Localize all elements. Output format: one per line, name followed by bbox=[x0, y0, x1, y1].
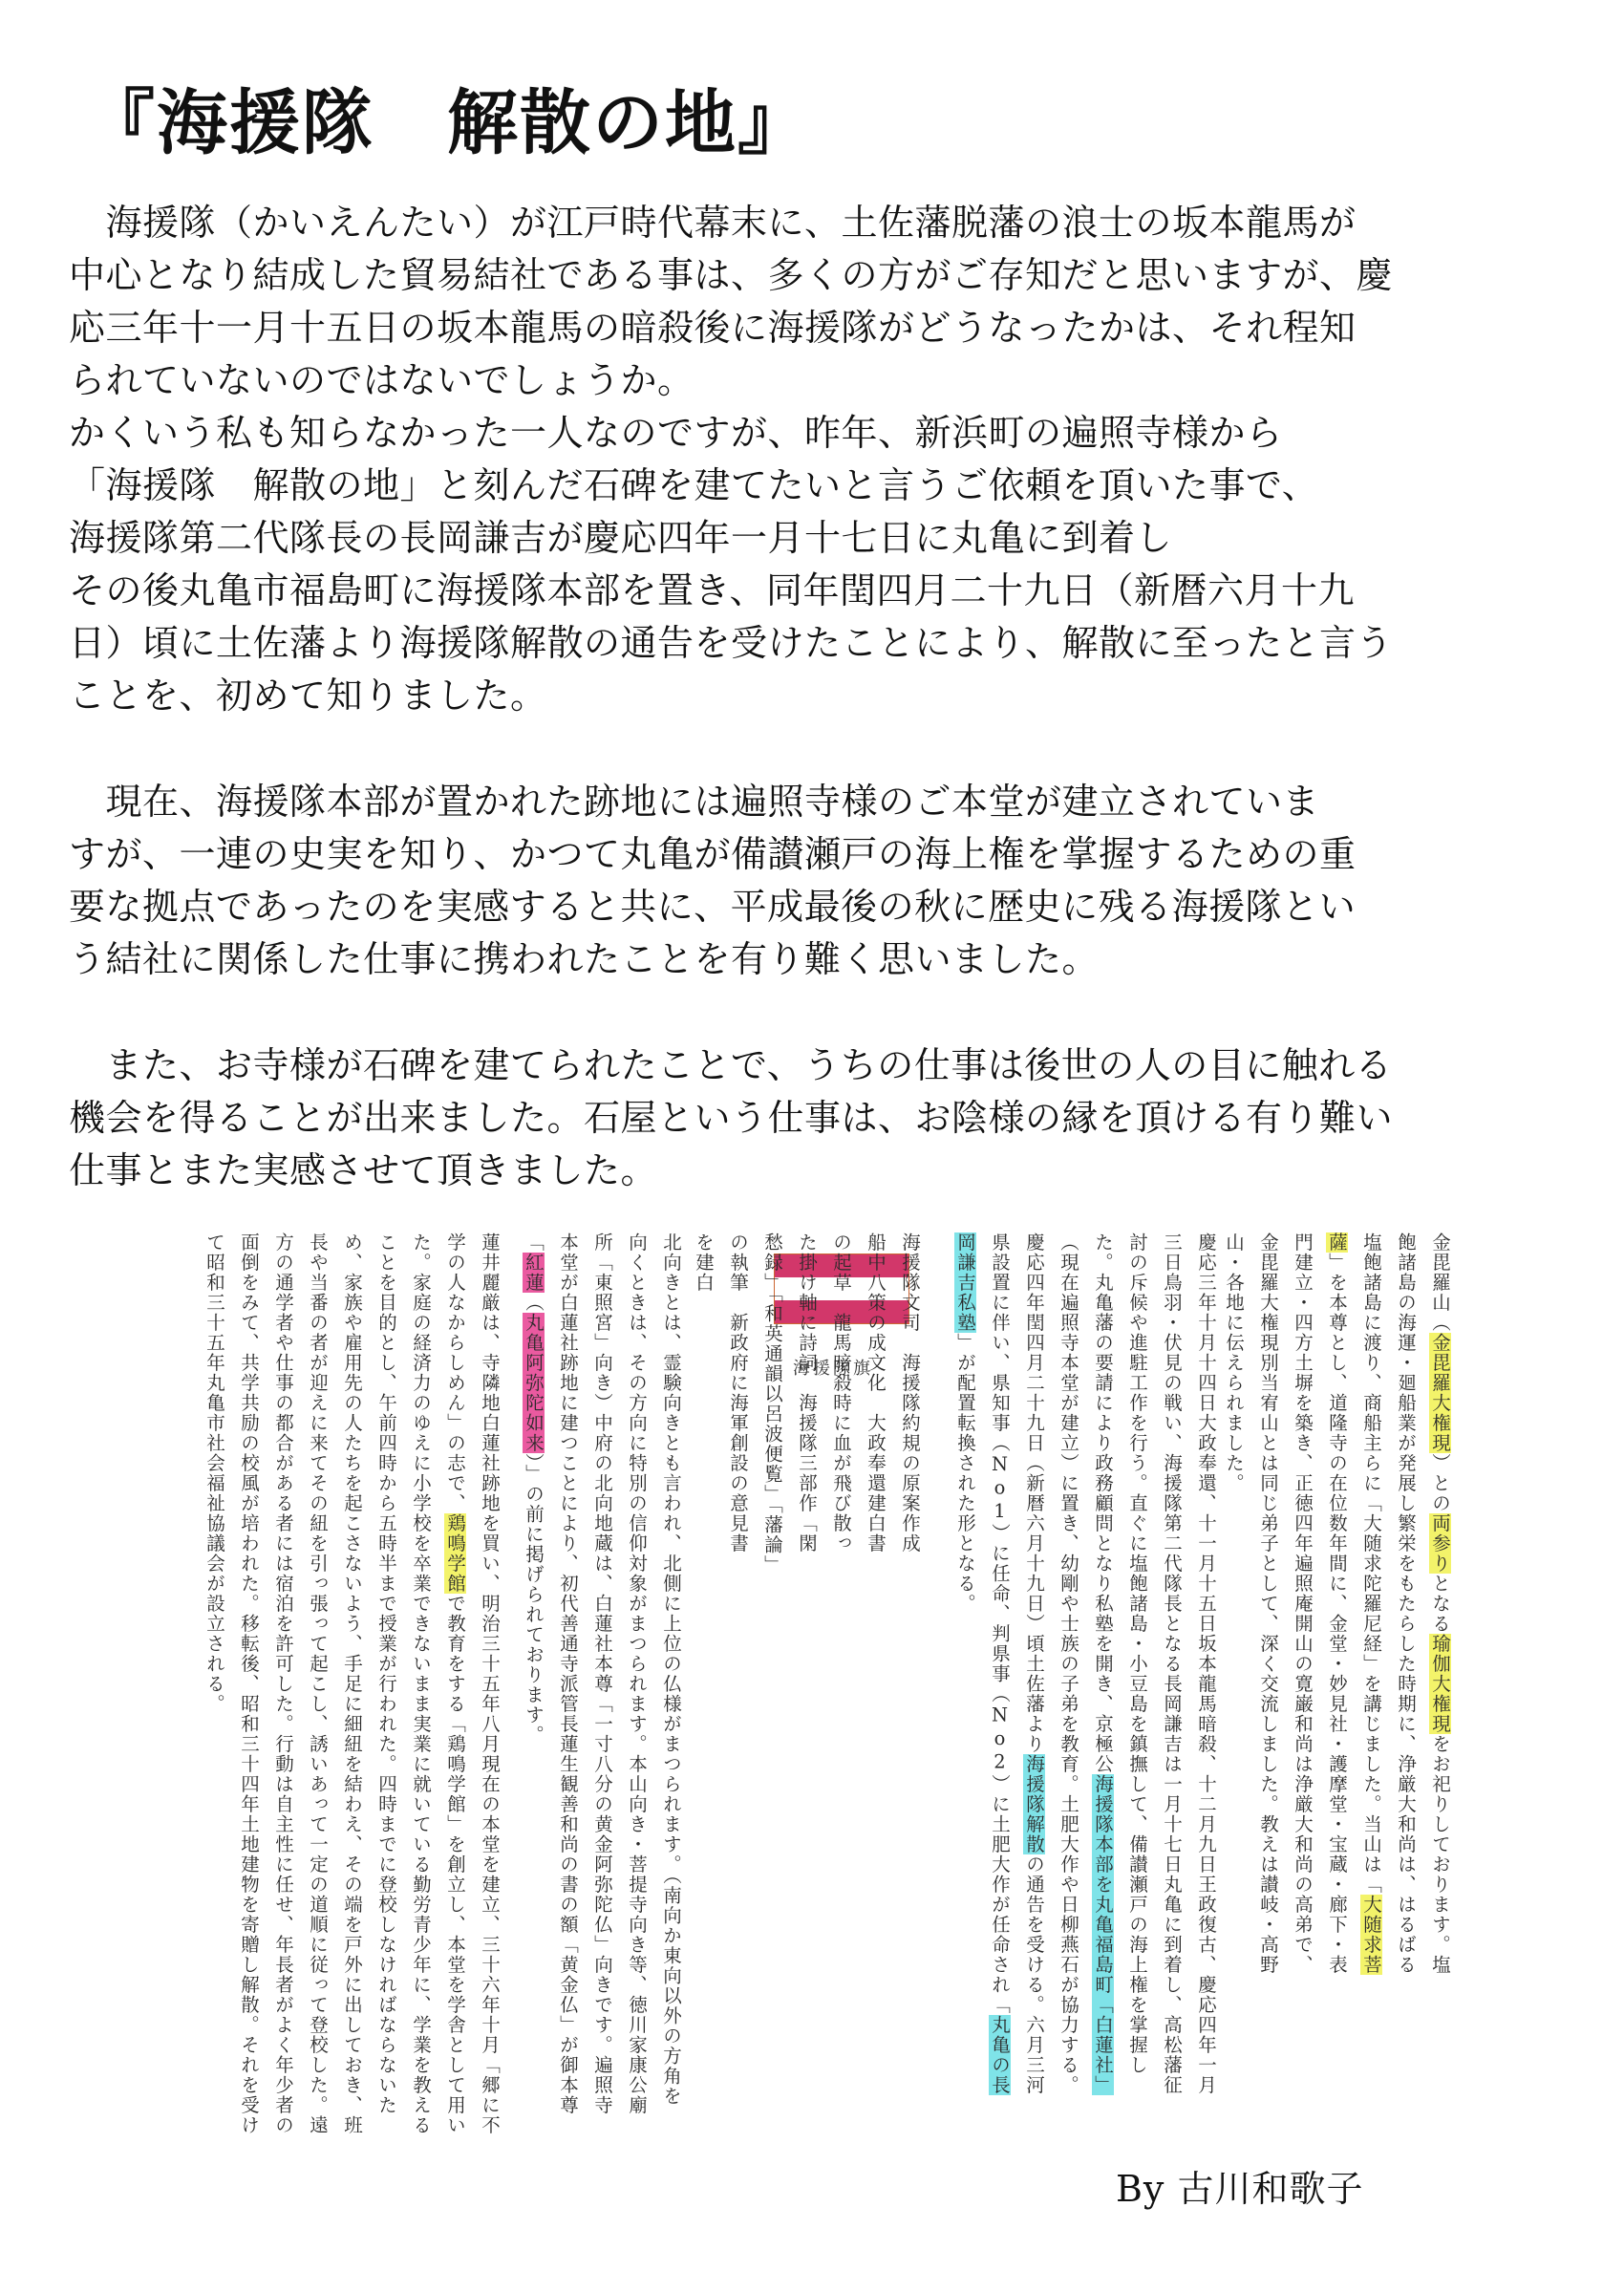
highlight-yellow: 大随求菩薩 bbox=[1326, 1232, 1382, 1975]
highlight-pink: 紅蓮 bbox=[523, 1253, 545, 1293]
text-line: 日）頃に土佐藩より海援隊解散の通告を受けたことにより、解散に至ったと言う bbox=[69, 622, 1394, 664]
highlight-yellow: 鶏鳴学館 bbox=[444, 1513, 466, 1594]
book-page-scan bbox=[162, 1213, 1471, 2197]
text-line: その後丸亀市福島町に海援隊本部を置き、同年閏四月二十九日（新暦六月十九 bbox=[69, 569, 1355, 611]
scan-text: ）」の前に掲げられております。 bbox=[523, 1453, 545, 1746]
scan-text: 蓮井麗厳は、寺隣地白蓮社跡地を買い、明治三十五年八月現在の本堂を建立、三十六年十月「郷に不学の人なからしめん」の志で、 bbox=[444, 1232, 501, 2135]
text-line: 海援隊第二代隊長の長岡謙吉が慶応四年一月十七日に丸亀に到着し bbox=[69, 517, 1173, 559]
north-facing-section bbox=[525, 1232, 688, 2121]
highlight-cyan: 海援隊解散 bbox=[1023, 1754, 1045, 1854]
text-line: 海援隊（かいえんたい）が江戸時代幕末に、土佐藩脱藩の浪士の坂本龍馬が bbox=[69, 202, 1357, 244]
text-line: 要な拠点であったのを実感すると共に、平成最後の秋に歴史に残る海援隊とい bbox=[69, 886, 1357, 928]
nagaoka-works-section: 海援隊文司 海援隊約規の原案作成 船中八策の成文化 大政奉還建白書の起草 龍馬暗殺時に血が飛び散った掛け軸に詩詞 海援隊三部作「閑愁録」「和英通韻以呂波便覧」「藩論」の執筆 新政府に海軍創設の意見書を建白 bbox=[693, 1232, 921, 1574]
scan-text: の通告を受ける。六月三河県設置に伴い、県知事（No1）に任命、判県事（No2）に土肥大作が任命され「 bbox=[989, 1232, 1045, 2095]
scan-text: （ bbox=[523, 1293, 545, 1313]
text-line: 機会を得ることが出来ました。石屋という仕事は、お陰様の縁を頂ける有り難い bbox=[69, 1097, 1394, 1139]
text-line: 応三年十一月十五日の坂本龍馬の暗殺後に海援隊がどうなったかは、それ程知 bbox=[69, 307, 1357, 349]
text-line: 現在、海援隊本部が置かれた跡地には遍照寺様のご本堂が建立されていま bbox=[69, 781, 1320, 823]
text-line: う結社に関係した仕事に携われたことを有り難く思いました。 bbox=[69, 938, 1100, 980]
highlight-yellow: 瑜伽大権現 bbox=[1429, 1634, 1451, 1734]
text-line: かくいう私も知らなかった一人なのですが、昨年、新浜町の遍照寺様から bbox=[69, 412, 1283, 454]
paragraph-1 bbox=[69, 197, 1578, 722]
scan-text: 慶応三年十月十四日大政奉還、十一月十五日坂本龍馬暗殺、十二月九日王政復古、慶応四年一月三日鳥羽・伏見の戦い、海援隊第二代隊長となる長岡謙吉は一月十七日丸亀に到着し、高松藩征討の斥候や進駐工作を行う。直ぐに塩飽諸島・小豆島を鎮撫して、備讃瀬戸の海上権を掌握した。丸亀藩の要請により政務顧問となり私塾を開き、京極公 bbox=[1092, 1232, 1217, 2095]
keimei-gakkan-section bbox=[162, 1232, 506, 2150]
scan-text: をお祀りしております。塩飽諸島の海運・廻船業が発展し繁栄をもたらした時期に、浄厳大和尚は、はるばる塩飽諸島に渡り、商船主らに「大随求陀羅尼経」を講じました。当山は「 bbox=[1360, 1232, 1451, 1975]
kompira-section bbox=[1223, 1232, 1457, 1987]
scan-text: で教育をする「鶏鳴学館」を創立し、本堂を学舎として用いた。家庭の経済力のゆえに小学校を卒業できないまま実業に就いている勤労青少年に、学業を教えることを目的とし、午前四時から五時半まで授業が行われた。四時までに登校しなければならないため、家族や雇用先の人たちを起こさないよう、手足に細紐を結わえ、その端を戸外に出しておき、班長や当番の者が迎えに来てその紐を引っ張って起こし、誘いあって一定の道順に従って登校した。遠方の通学者や仕事の都合がある者には宿泊を許可した。行動は自主性に任せ、年長者がよく年少者の面倒をみて、共学共励の校風が培われた。移転後、昭和三十四年土地建物を寄贈し解散。それを受けて昭和三十五年丸亀市社会福祉協議会が設立される。 bbox=[203, 1232, 466, 2135]
author-byline: By 古川和歌子 bbox=[1116, 2168, 1364, 2210]
text-line: られていないのではないでしょうか。 bbox=[69, 359, 694, 401]
scan-text: 北向きとは、霊験向きとも言われ、北側に上位の仏様がまつられます。（南向か東向以外の方角を向くときは、その方向に特別の信仰対象がまつられます。本山向き・菩提寺向き等、徳川家康公廟所「東照宮」向き）中府の北向地蔵は、白蓮社本尊「一寸八分の黄金阿弥陀仏」向きです。遍照寺本堂が白蓮社跡地に建つことにより、初代善通寺派管長蓮生観善和尚の書の額「黄金仏」が御本尊「 bbox=[523, 1232, 682, 2115]
page-title: 『海援隊 解散の地』 bbox=[84, 82, 810, 164]
scan-text: となる bbox=[1429, 1574, 1451, 1634]
highlight-yellow: 金毘羅大権現 bbox=[1429, 1333, 1451, 1453]
highlight-cyan: 海援隊本部を丸亀福島町「白蓮社」 bbox=[1092, 1774, 1114, 2095]
paragraph-gap bbox=[69, 722, 1578, 776]
scan-text: （現在遍照寺本堂が建立）に置き、幼剛や士族の子弟を教育。土肥大作や日柳燕石が協力する。慶応四年閏四月二十九日（新暦六月十九日）頃土佐藩より bbox=[1023, 1232, 1079, 2095]
text-line: また、お寺様が石碑を建てられたことで、うちの仕事は後世の人の目に触れる bbox=[69, 1044, 1393, 1086]
flag-caption: 海援隊旗 bbox=[793, 1359, 873, 1379]
highlight-yellow: 両参り bbox=[1429, 1513, 1451, 1574]
highlight-pink: 丸亀阿弥陀如来 bbox=[523, 1313, 545, 1453]
text-line: 仕事とまた実感させて頂きました。 bbox=[69, 1149, 658, 1191]
text-line: ことを、初めて知りました。 bbox=[69, 675, 547, 717]
scan-text: 」が配置転換された形となる。 bbox=[954, 1333, 976, 1614]
intro-text bbox=[69, 197, 1578, 1197]
scan-text: 金毘羅山（ bbox=[1429, 1232, 1451, 1333]
highlight-cyan: 丸亀の長岡謙吉私塾 bbox=[954, 1232, 1011, 2095]
text-line: 中心となり結成した貿易結社である事は、多くの方がご存知だと思いますが、慶 bbox=[69, 254, 1394, 296]
paragraph-3 bbox=[69, 1039, 1578, 1197]
paragraph-2 bbox=[69, 776, 1578, 986]
paragraph-gap bbox=[69, 986, 1578, 1039]
kaientai-history-section bbox=[955, 1232, 1223, 2102]
text-line: 「海援隊 解散の地」と刻んだ石碑を建てたいと言うご依頼を頂いた事で、 bbox=[69, 464, 1319, 506]
text-line: すが、一連の史実を知り、かつて丸亀が備讃瀬戸の海上権を掌握するための重 bbox=[69, 833, 1357, 875]
scan-text: 」を本尊とし、道隆寺の在位数年間に、金堂・妙見社・護摩堂・宝蔵・廊下・表門建立・四方土塀を築き、正徳四年遍照庵開山の寛巌和尚は浄厳大和尚の高弟で、金毘羅大権現別当宥山とは同じ弟子として、深く交流しました。教えは讃岐・高野山・各地に伝えられました。 bbox=[1223, 1232, 1348, 1975]
scan-text: ）との bbox=[1429, 1453, 1451, 1513]
